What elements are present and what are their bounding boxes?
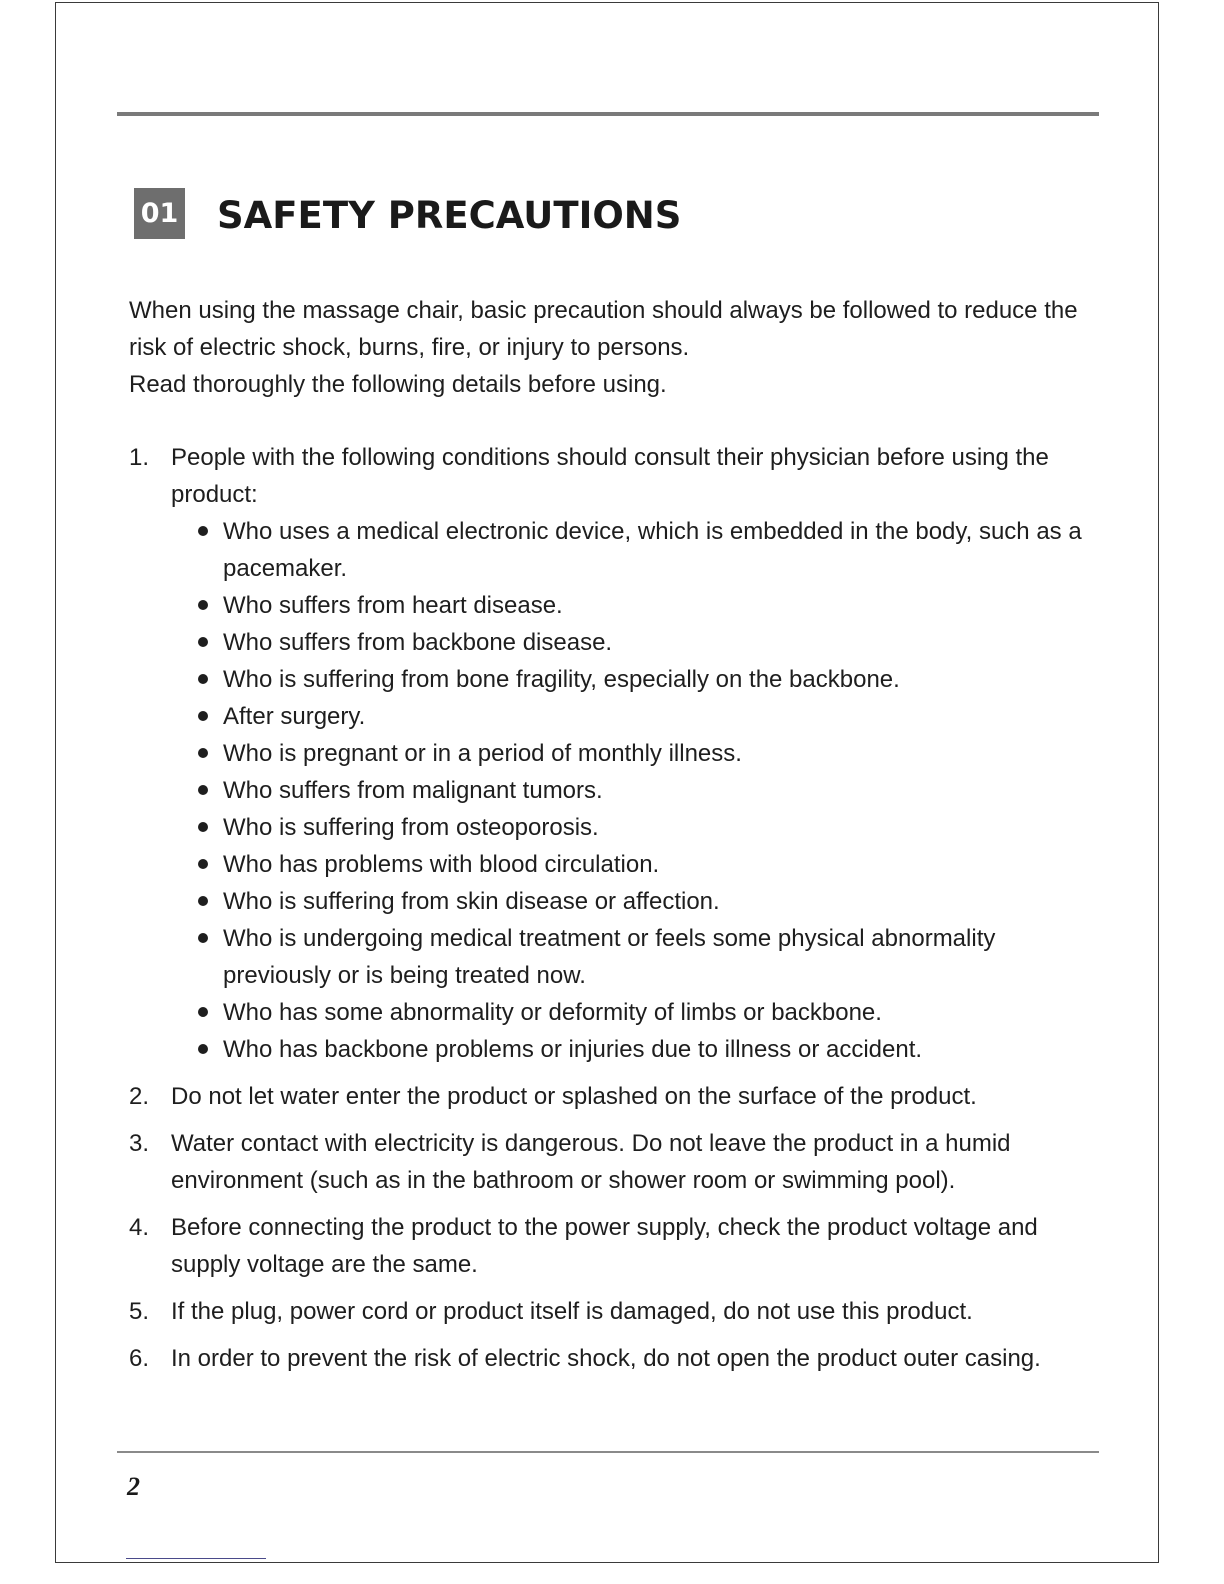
condition-item: Who is suffering from bone fragility, especially on the backbone. xyxy=(171,661,1109,698)
bullet-icon xyxy=(198,822,208,832)
condition-item: Who is pregnant or in a period of monthly illness. xyxy=(171,735,1109,772)
page-number: 2 xyxy=(127,1472,140,1501)
list-item xyxy=(129,1125,1109,1199)
bullet-icon xyxy=(198,933,208,943)
top-divider xyxy=(117,112,1099,116)
bullet-icon xyxy=(198,600,208,610)
footer-line xyxy=(126,1558,266,1559)
intro-line: When using the massage chair, basic precaution should always be followed to reduce the risk of electric shock, burns, fire, or injury to persons. xyxy=(129,297,1078,361)
intro-line: Read thoroughly the following details before using. xyxy=(129,371,667,398)
bullet-icon xyxy=(198,896,208,906)
item-number: 3. xyxy=(129,1130,150,1157)
section-number-badge: 01 xyxy=(134,188,185,239)
item-text: If the plug, power cord or product itself is damaged, do not use this product. xyxy=(171,1298,973,1325)
bullet-icon xyxy=(198,785,208,795)
item-text: Water contact with electricity is dangerous. Do not leave the product in a humid environment (such as in the bathroom or shower room or swimming pool). xyxy=(171,1130,1011,1194)
item-text: In order to prevent the risk of electric shock, do not open the product outer casing. xyxy=(171,1345,1041,1372)
bullet-icon xyxy=(198,637,208,647)
item-text: Before connecting the product to the power supply, check the product voltage and supply voltage are the same. xyxy=(171,1214,1038,1278)
item-number: 4. xyxy=(129,1214,150,1241)
bullet-icon xyxy=(198,748,208,758)
condition-item: Who suffers from malignant tumors. xyxy=(171,772,1109,809)
bottom-divider xyxy=(117,1451,1099,1453)
condition-item: Who suffers from heart disease. xyxy=(171,587,1109,624)
section-title: SAFETY PRECAUTIONS xyxy=(217,194,682,237)
precautions-list xyxy=(129,439,1109,1387)
item-number: 6. xyxy=(129,1345,150,1372)
list-item xyxy=(129,1078,1109,1115)
bullet-icon xyxy=(198,711,208,721)
condition-item: Who is suffering from skin disease or affection. xyxy=(171,883,1109,920)
intro-paragraph xyxy=(129,292,1109,403)
condition-item: Who is suffering from osteoporosis. xyxy=(171,809,1109,846)
condition-list xyxy=(171,513,1109,1068)
item-text: Do not let water enter the product or splashed on the surface of the product. xyxy=(171,1083,977,1110)
condition-item: Who has some abnormality or deformity of limbs or backbone. xyxy=(171,994,1109,1031)
condition-item: Who has problems with blood circulation. xyxy=(171,846,1109,883)
bullet-icon xyxy=(198,859,208,869)
bullet-icon xyxy=(198,674,208,684)
item-number: 2. xyxy=(129,1083,150,1110)
item-number: 5. xyxy=(129,1298,150,1325)
list-item xyxy=(129,439,1109,1068)
list-item xyxy=(129,1209,1109,1283)
list-item xyxy=(129,1293,1109,1330)
condition-item: After surgery. xyxy=(171,698,1109,735)
item-text: People with the following conditions should consult their physician before using the product: xyxy=(171,444,1049,508)
bullet-icon xyxy=(198,1044,208,1054)
condition-item: Who has backbone problems or injuries due to illness or accident. xyxy=(171,1031,1109,1068)
bullet-icon xyxy=(198,526,208,536)
condition-item: Who is undergoing medical treatment or feels some physical abnormality previously or is being treated now. xyxy=(171,920,1109,994)
list-item xyxy=(129,1340,1109,1377)
item-number: 1. xyxy=(129,444,150,471)
condition-item: Who suffers from backbone disease. xyxy=(171,624,1109,661)
bullet-icon xyxy=(198,1007,208,1017)
condition-item: Who uses a medical electronic device, which is embedded in the body, such as a pacemaker. xyxy=(171,513,1109,587)
